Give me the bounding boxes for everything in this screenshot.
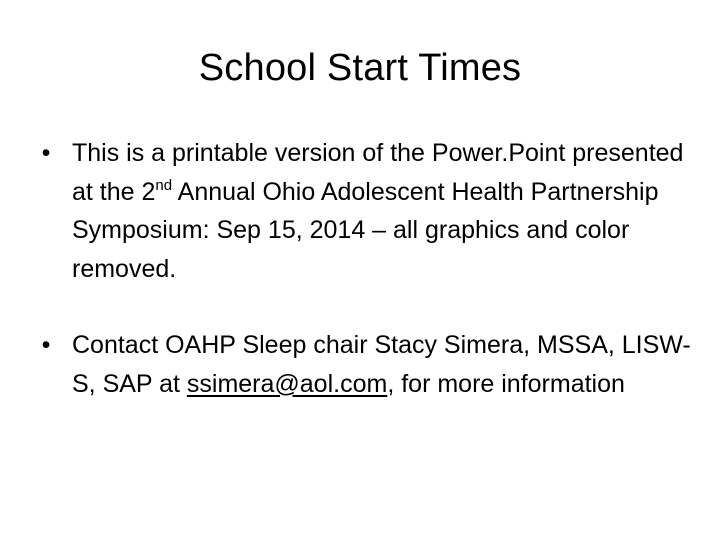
bullet-marker: • (41, 331, 51, 359)
bullet-text-part: , for more information (387, 369, 625, 398)
bullet-text-part: This is a printable version of the Power.Point presented at the 2 (72, 139, 684, 206)
bullet-text-part: Contact OAHP Sleep chair Stacy Simera, MSSA, LISW-S, SAP at (72, 331, 691, 398)
bullet-item-contact (36, 326, 696, 403)
bullet-marker: • (41, 139, 51, 167)
bullet-list (36, 134, 696, 403)
bullet-text-part: Annual Ohio Adolescent Health Partnership Symposium: Sep 15, 2014 – all graphics and color removed. (72, 177, 659, 283)
ordinal-superscript: nd (155, 176, 173, 194)
bullet-item-printable-version (36, 134, 696, 288)
slide-title: School Start Times (198, 47, 522, 89)
email-link[interactable]: ssimera@aol.com (186, 369, 388, 398)
